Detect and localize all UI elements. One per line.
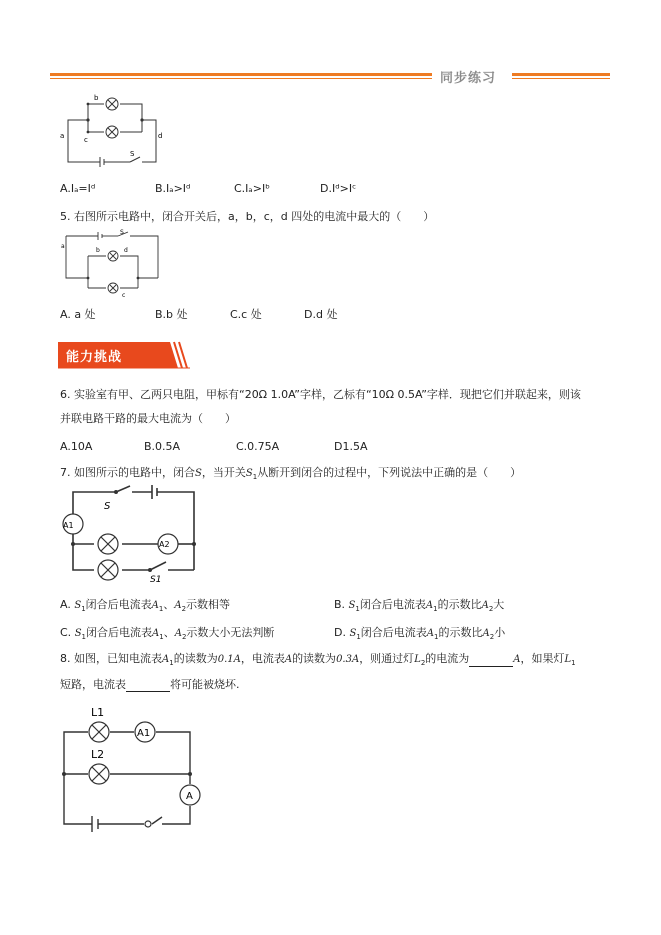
q4-label-c: c xyxy=(84,136,88,144)
q4-option-a: A.Iₐ=Iᵈ xyxy=(60,182,96,195)
q7-option-a: A. $S_1$闭合后电流表$A_1$、$A_2$示数相等 xyxy=(60,598,231,614)
q7-text-c: 从断开到闭合的过程中，下列说法中正确的是（ ） xyxy=(257,466,522,479)
q8-diagram-label-l1: L1 xyxy=(91,706,105,719)
q8-diagram-label-l2: L2 xyxy=(91,748,105,761)
q7-switch-s1-sub: 1 xyxy=(252,473,258,482)
q5-label-a: a xyxy=(61,243,65,250)
q7-option-c: C. $S_1$闭合后电流表$A_1$、$A_2$示数大小无法判断 xyxy=(60,626,275,642)
header-rule-thin xyxy=(50,78,432,79)
q5-option-c: C.c 处 xyxy=(230,308,262,321)
q7-text-a: 7. 如图所示的电路中，闭合 xyxy=(60,466,195,479)
q6-option-c: C.0.75A xyxy=(236,440,280,453)
q7-diagram-label-a2: A2 xyxy=(159,540,170,549)
header-title: 同步练习 xyxy=(440,71,497,86)
q5-text: 5. 右图所示电路中，闭合开关后，a，b，c，d 四处的电流中最大的（ ） xyxy=(60,210,435,223)
section-title: 能力挑战 xyxy=(66,350,123,365)
q7-circuit-diagram xyxy=(58,484,208,584)
q6-option-a: A.10A xyxy=(60,440,93,453)
q4-label-s: S xyxy=(130,150,135,158)
q7-diagram-label-s: S xyxy=(104,501,111,512)
q8-circuit-diagram xyxy=(58,700,208,832)
q7-option-d: D. $S_1$闭合后电流表$A_1$的示数比$A_2$小 xyxy=(334,626,506,642)
q4-option-d: D.Iᵈ>Iᶜ xyxy=(320,182,357,195)
header-rule xyxy=(50,73,432,76)
q5-option-b: B.b 处 xyxy=(155,308,188,321)
q7-switch-s1: S xyxy=(245,468,253,479)
q7-option-b: B. $S_1$闭合后电流表$A_1$的示数比$A_2$大 xyxy=(334,598,505,614)
q4-label-a: a xyxy=(60,132,65,140)
q5-label-s: S xyxy=(120,229,124,236)
q8-blank-1[interactable] xyxy=(469,656,513,667)
q8-text-line1: 8. 如图，已知电流表$A_1$的读数为0.1A，电流表A的读数为0.3A，则通过灯$L_2$的电流为 A，如果灯$L_1$ xyxy=(60,652,576,668)
q6-option-d: D1.5A xyxy=(334,440,368,453)
q4-label-d: d xyxy=(158,132,163,140)
header-rule-right-thin xyxy=(512,78,610,79)
q5-label-b: b xyxy=(96,247,100,254)
q7-diagram-label-a1: A1 xyxy=(63,521,74,530)
q4-label-b: b xyxy=(94,94,99,102)
q8-diagram-label-a: A xyxy=(186,791,193,802)
q6-option-b: B.0.5A xyxy=(144,440,181,453)
q6-text-line1: 6. 实验室有甲、乙两只电阻，甲标有“20Ω 1.0A”字样，乙标有“10Ω 0.5A”字样．现把它们并联起来，则该 xyxy=(60,388,581,401)
header-rule-right xyxy=(512,73,610,76)
q5-label-d: d xyxy=(124,247,128,254)
q7-diagram-label-s1: S1 xyxy=(150,575,162,584)
q5-circuit-diagram xyxy=(58,228,170,298)
q8-diagram-label-a1: A1 xyxy=(137,728,151,739)
q7-text-b: ，当开关 xyxy=(201,466,246,479)
q7-text xyxy=(60,464,521,481)
q5-option-d: D.d 处 xyxy=(304,308,338,321)
q8-text-line2: 短路，电流表 将可能被烧坏. xyxy=(60,678,240,691)
q8-blank-2[interactable] xyxy=(126,681,170,692)
q6-text-line2: 并联电路干路的最大电流为（ ） xyxy=(60,412,236,425)
q4-option-c: C.Iₐ>Iᵇ xyxy=(234,182,270,195)
q5-option-a: A. a 处 xyxy=(60,308,96,321)
q7-switch-s: S xyxy=(195,468,202,479)
q5-label-c: c xyxy=(122,292,126,298)
q4-option-b: B.Iₐ>Iᵈ xyxy=(155,182,191,195)
q4-circuit-diagram xyxy=(58,90,168,172)
